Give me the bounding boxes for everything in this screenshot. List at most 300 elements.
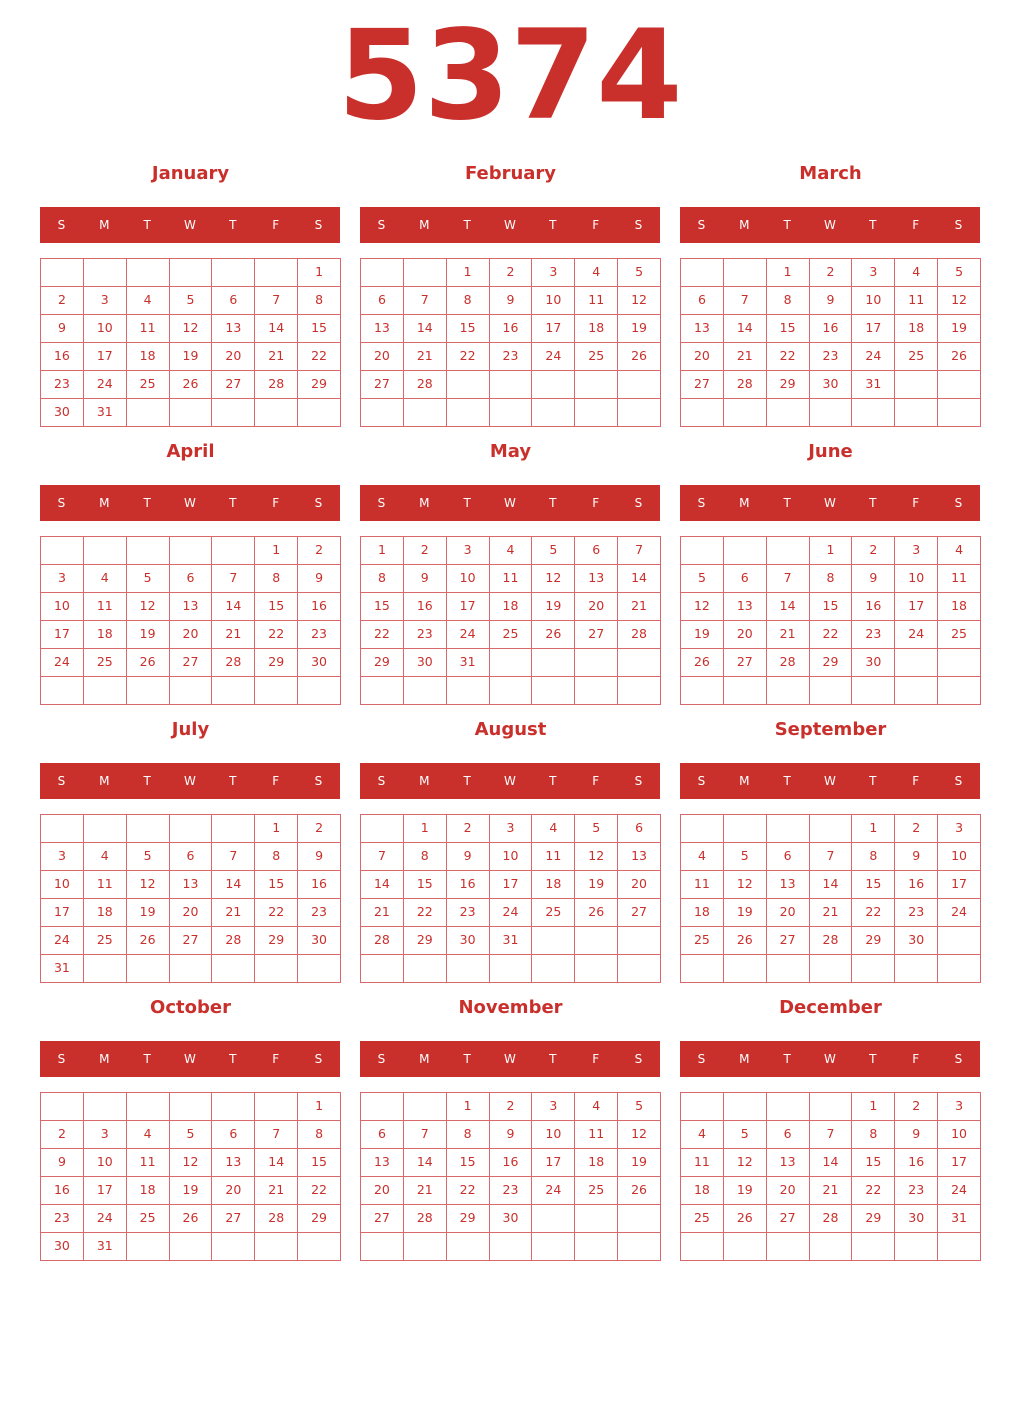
month-june — [680, 440, 981, 710]
weekday-label: S — [314, 218, 323, 232]
empty-day-cell — [680, 814, 724, 843]
day-cell: 22 — [766, 342, 810, 371]
day-cell: 17 — [83, 342, 127, 371]
weekday-label: M — [739, 1052, 750, 1066]
day-cell: 20 — [574, 592, 618, 621]
day-cell: 20 — [680, 342, 724, 371]
day-cell: 15 — [254, 870, 298, 899]
empty-day-cell — [360, 1232, 404, 1261]
day-cell: 4 — [126, 1120, 170, 1149]
day-cell: 15 — [446, 314, 490, 343]
day-cell: 24 — [531, 342, 575, 371]
day-cell: 2 — [489, 1092, 533, 1121]
weekday-label: T — [869, 774, 877, 788]
empty-day-cell — [211, 814, 255, 843]
day-cell: 23 — [40, 370, 84, 399]
empty-day-cell — [254, 676, 298, 705]
day-grid — [40, 258, 341, 427]
day-cell: 12 — [531, 564, 575, 593]
empty-day-cell — [403, 258, 447, 287]
day-cell: 6 — [360, 286, 404, 315]
day-cell: 2 — [809, 258, 853, 287]
day-cell: 18 — [531, 870, 575, 899]
month-january — [40, 162, 341, 432]
day-cell: 27 — [723, 648, 767, 677]
weekday-label: F — [592, 496, 600, 510]
day-cell: 25 — [937, 620, 981, 649]
day-cell: 3 — [489, 814, 533, 843]
day-cell: 9 — [851, 564, 895, 593]
day-cell: 16 — [40, 342, 84, 371]
weekday-label: S — [314, 774, 323, 788]
day-cell: 21 — [360, 898, 404, 927]
empty-day-cell — [531, 926, 575, 955]
day-cell: 30 — [489, 1204, 533, 1233]
day-cell: 21 — [254, 1176, 298, 1205]
weekday-label: S — [377, 218, 386, 232]
day-cell: 22 — [297, 342, 341, 371]
day-cell: 14 — [254, 1148, 298, 1177]
empty-day-cell — [403, 1092, 447, 1121]
day-cell: 26 — [680, 648, 724, 677]
day-cell: 22 — [809, 620, 853, 649]
day-cell: 15 — [297, 1148, 341, 1177]
day-cell: 30 — [894, 1204, 938, 1233]
month-november — [360, 996, 661, 1266]
day-cell: 31 — [446, 648, 490, 677]
day-cell: 11 — [126, 314, 170, 343]
day-cell: 11 — [894, 286, 938, 315]
day-cell: 3 — [40, 842, 84, 871]
day-cell: 20 — [766, 898, 810, 927]
day-cell: 10 — [531, 286, 575, 315]
day-cell: 3 — [446, 536, 490, 565]
day-cell: 5 — [126, 564, 170, 593]
day-cell: 1 — [446, 1092, 490, 1121]
empty-day-cell — [489, 370, 533, 399]
day-cell: 6 — [360, 1120, 404, 1149]
empty-day-cell — [297, 1232, 341, 1261]
empty-day-cell — [169, 1092, 213, 1121]
day-cell: 8 — [403, 842, 447, 871]
day-cell: 1 — [446, 258, 490, 287]
weekday-header — [360, 1041, 660, 1077]
day-cell: 12 — [169, 314, 213, 343]
day-cell: 31 — [83, 1232, 127, 1261]
weekday-label: M — [419, 496, 430, 510]
day-cell: 15 — [297, 314, 341, 343]
day-cell: 21 — [766, 620, 810, 649]
month-september — [680, 718, 981, 988]
year-title: 5374 — [337, 4, 683, 148]
day-cell: 3 — [894, 536, 938, 565]
weekday-header — [40, 1041, 340, 1077]
day-cell: 7 — [403, 286, 447, 315]
day-cell: 27 — [360, 1204, 404, 1233]
month-name: April — [166, 441, 215, 462]
empty-day-cell — [489, 648, 533, 677]
day-cell: 25 — [83, 648, 127, 677]
empty-day-cell — [723, 814, 767, 843]
month-name: December — [779, 997, 882, 1018]
day-cell: 19 — [680, 620, 724, 649]
empty-day-cell — [809, 676, 853, 705]
day-cell: 17 — [937, 870, 981, 899]
day-cell: 2 — [489, 258, 533, 287]
day-cell: 23 — [894, 1176, 938, 1205]
month-march — [680, 162, 981, 432]
empty-day-cell — [680, 398, 724, 427]
weekday-label: S — [954, 774, 963, 788]
day-cell: 28 — [617, 620, 661, 649]
day-cell: 1 — [360, 536, 404, 565]
day-cell: 5 — [723, 1120, 767, 1149]
weekday-label: F — [592, 774, 600, 788]
empty-day-cell — [851, 676, 895, 705]
day-cell: 1 — [403, 814, 447, 843]
empty-day-cell — [531, 676, 575, 705]
day-cell: 20 — [723, 620, 767, 649]
weekday-label: W — [824, 496, 836, 510]
day-cell: 17 — [40, 620, 84, 649]
empty-day-cell — [126, 814, 170, 843]
empty-day-cell — [574, 1232, 618, 1261]
day-cell: 28 — [211, 926, 255, 955]
empty-day-cell — [894, 676, 938, 705]
day-cell: 27 — [169, 648, 213, 677]
day-cell: 25 — [680, 926, 724, 955]
day-cell: 18 — [489, 592, 533, 621]
day-cell: 23 — [403, 620, 447, 649]
day-cell: 18 — [126, 342, 170, 371]
day-cell: 7 — [809, 842, 853, 871]
weekday-header — [680, 207, 980, 243]
day-cell: 6 — [680, 286, 724, 315]
weekday-label: S — [57, 496, 66, 510]
day-cell: 26 — [617, 1176, 661, 1205]
empty-day-cell — [211, 536, 255, 565]
day-cell: 3 — [83, 1120, 127, 1149]
empty-day-cell — [937, 926, 981, 955]
empty-day-cell — [169, 814, 213, 843]
day-cell: 9 — [40, 1148, 84, 1177]
empty-day-cell — [894, 370, 938, 399]
day-cell: 4 — [83, 564, 127, 593]
empty-day-cell — [766, 398, 810, 427]
day-cell: 11 — [680, 1148, 724, 1177]
day-cell: 28 — [723, 370, 767, 399]
day-cell: 21 — [403, 342, 447, 371]
day-cell: 28 — [254, 370, 298, 399]
weekday-label: W — [504, 774, 516, 788]
weekday-label: T — [783, 496, 791, 510]
day-cell: 18 — [126, 1176, 170, 1205]
day-cell: 5 — [169, 1120, 213, 1149]
day-grid — [360, 814, 661, 983]
day-cell: 28 — [254, 1204, 298, 1233]
day-cell: 19 — [126, 898, 170, 927]
day-cell: 9 — [446, 842, 490, 871]
day-cell: 9 — [40, 314, 84, 343]
day-cell: 29 — [360, 648, 404, 677]
empty-day-cell — [126, 676, 170, 705]
day-cell: 4 — [680, 842, 724, 871]
day-cell: 21 — [617, 592, 661, 621]
day-cell: 11 — [574, 286, 618, 315]
day-cell: 16 — [894, 1148, 938, 1177]
weekday-label: F — [272, 1052, 280, 1066]
weekday-label: W — [504, 1052, 516, 1066]
weekday-label: T — [463, 218, 471, 232]
day-cell: 27 — [680, 370, 724, 399]
empty-day-cell — [574, 954, 618, 983]
day-cell: 28 — [403, 1204, 447, 1233]
day-cell: 12 — [574, 842, 618, 871]
day-cell: 15 — [403, 870, 447, 899]
weekday-header — [40, 485, 340, 521]
day-cell: 24 — [851, 342, 895, 371]
day-cell: 22 — [446, 342, 490, 371]
empty-day-cell — [254, 398, 298, 427]
day-cell: 19 — [531, 592, 575, 621]
day-cell: 7 — [766, 564, 810, 593]
empty-day-cell — [723, 676, 767, 705]
empty-day-cell — [360, 398, 404, 427]
day-cell: 29 — [297, 370, 341, 399]
day-cell: 17 — [531, 314, 575, 343]
weekday-label: T — [229, 1052, 237, 1066]
weekday-label: T — [783, 218, 791, 232]
day-cell: 25 — [894, 342, 938, 371]
empty-day-cell — [403, 676, 447, 705]
day-cell: 21 — [723, 342, 767, 371]
weekday-label: F — [272, 496, 280, 510]
day-cell: 29 — [809, 648, 853, 677]
empty-day-cell — [83, 258, 127, 287]
day-cell: 26 — [937, 342, 981, 371]
day-cell: 3 — [531, 258, 575, 287]
day-cell: 22 — [360, 620, 404, 649]
empty-day-cell — [446, 676, 490, 705]
day-cell: 14 — [403, 314, 447, 343]
day-cell: 14 — [211, 592, 255, 621]
day-cell: 5 — [531, 536, 575, 565]
empty-day-cell — [851, 1232, 895, 1261]
day-cell: 13 — [574, 564, 618, 593]
day-cell: 17 — [489, 870, 533, 899]
day-cell: 5 — [574, 814, 618, 843]
day-cell: 6 — [169, 842, 213, 871]
empty-day-cell — [531, 648, 575, 677]
day-cell: 30 — [894, 926, 938, 955]
empty-day-cell — [446, 1232, 490, 1261]
empty-day-cell — [446, 398, 490, 427]
empty-day-cell — [211, 1232, 255, 1261]
weekday-header — [680, 485, 980, 521]
month-name: November — [458, 997, 563, 1018]
day-cell: 14 — [360, 870, 404, 899]
empty-day-cell — [211, 954, 255, 983]
day-cell: 14 — [766, 592, 810, 621]
day-cell: 23 — [40, 1204, 84, 1233]
day-cell: 15 — [360, 592, 404, 621]
day-cell: 5 — [680, 564, 724, 593]
weekday-label: F — [592, 1052, 600, 1066]
day-cell: 12 — [937, 286, 981, 315]
empty-day-cell — [126, 398, 170, 427]
empty-day-cell — [360, 814, 404, 843]
day-cell: 23 — [851, 620, 895, 649]
month-name: September — [774, 719, 887, 740]
weekday-label: M — [419, 774, 430, 788]
empty-day-cell — [937, 676, 981, 705]
weekday-label: M — [419, 218, 430, 232]
day-cell: 21 — [211, 620, 255, 649]
weekday-label: M — [99, 218, 110, 232]
day-cell: 6 — [617, 814, 661, 843]
empty-day-cell — [617, 370, 661, 399]
weekday-header — [40, 207, 340, 243]
day-cell: 22 — [403, 898, 447, 927]
day-cell: 27 — [211, 1204, 255, 1233]
day-cell: 13 — [617, 842, 661, 871]
day-cell: 23 — [894, 898, 938, 927]
day-cell: 4 — [937, 536, 981, 565]
weekday-label: S — [634, 496, 643, 510]
empty-day-cell — [894, 648, 938, 677]
day-cell: 16 — [809, 314, 853, 343]
weekday-label: T — [143, 774, 151, 788]
day-cell: 12 — [126, 870, 170, 899]
day-cell: 13 — [680, 314, 724, 343]
empty-day-cell — [680, 1092, 724, 1121]
day-cell: 26 — [126, 648, 170, 677]
day-cell: 2 — [297, 536, 341, 565]
empty-day-cell — [169, 398, 213, 427]
day-cell: 1 — [809, 536, 853, 565]
empty-day-cell — [766, 536, 810, 565]
day-cell: 13 — [169, 592, 213, 621]
day-cell: 28 — [403, 370, 447, 399]
day-grid — [360, 536, 661, 705]
day-cell: 5 — [126, 842, 170, 871]
weekday-label: W — [504, 218, 516, 232]
day-cell: 24 — [83, 370, 127, 399]
empty-day-cell — [40, 676, 84, 705]
empty-day-cell — [680, 676, 724, 705]
day-cell: 19 — [126, 620, 170, 649]
day-cell: 2 — [446, 814, 490, 843]
empty-day-cell — [126, 1232, 170, 1261]
day-cell: 8 — [851, 842, 895, 871]
day-cell: 29 — [254, 648, 298, 677]
day-cell: 1 — [851, 814, 895, 843]
day-cell: 9 — [809, 286, 853, 315]
empty-day-cell — [297, 954, 341, 983]
day-cell: 1 — [297, 1092, 341, 1121]
empty-day-cell — [169, 258, 213, 287]
day-cell: 23 — [297, 898, 341, 927]
day-cell: 7 — [211, 842, 255, 871]
empty-day-cell — [403, 954, 447, 983]
day-cell: 16 — [40, 1176, 84, 1205]
empty-day-cell — [360, 258, 404, 287]
day-cell: 29 — [403, 926, 447, 955]
day-cell: 8 — [254, 842, 298, 871]
day-cell: 16 — [403, 592, 447, 621]
empty-day-cell — [83, 676, 127, 705]
day-cell: 24 — [40, 926, 84, 955]
day-cell: 29 — [254, 926, 298, 955]
day-cell: 25 — [680, 1204, 724, 1233]
day-cell: 30 — [809, 370, 853, 399]
weekday-label: S — [57, 774, 66, 788]
empty-day-cell — [617, 398, 661, 427]
day-cell: 17 — [83, 1176, 127, 1205]
day-cell: 30 — [851, 648, 895, 677]
day-cell: 4 — [531, 814, 575, 843]
weekday-label: F — [912, 218, 920, 232]
day-grid — [680, 814, 981, 983]
month-name: March — [799, 163, 862, 184]
day-cell: 12 — [723, 1148, 767, 1177]
day-cell: 15 — [766, 314, 810, 343]
day-cell: 17 — [851, 314, 895, 343]
day-cell: 29 — [851, 1204, 895, 1233]
day-cell: 28 — [211, 648, 255, 677]
day-cell: 26 — [531, 620, 575, 649]
weekday-label: M — [419, 1052, 430, 1066]
day-cell: 18 — [894, 314, 938, 343]
day-cell: 7 — [617, 536, 661, 565]
empty-day-cell — [723, 1232, 767, 1261]
empty-day-cell — [40, 258, 84, 287]
day-cell: 31 — [83, 398, 127, 427]
day-cell: 3 — [83, 286, 127, 315]
day-cell: 4 — [894, 258, 938, 287]
day-cell: 25 — [489, 620, 533, 649]
empty-day-cell — [360, 954, 404, 983]
day-cell: 22 — [254, 898, 298, 927]
empty-day-cell — [254, 258, 298, 287]
day-cell: 6 — [169, 564, 213, 593]
day-cell: 14 — [211, 870, 255, 899]
empty-day-cell — [766, 814, 810, 843]
day-cell: 8 — [254, 564, 298, 593]
day-cell: 21 — [809, 1176, 853, 1205]
weekday-label: S — [314, 1052, 323, 1066]
day-cell: 1 — [254, 814, 298, 843]
day-cell: 18 — [574, 1148, 618, 1177]
empty-day-cell — [680, 258, 724, 287]
weekday-label: M — [99, 1052, 110, 1066]
day-cell: 4 — [489, 536, 533, 565]
day-cell: 12 — [617, 286, 661, 315]
day-cell: 21 — [809, 898, 853, 927]
day-cell: 2 — [297, 814, 341, 843]
empty-day-cell — [723, 398, 767, 427]
day-cell: 7 — [211, 564, 255, 593]
day-cell: 31 — [851, 370, 895, 399]
day-cell: 19 — [169, 1176, 213, 1205]
month-april — [40, 440, 341, 710]
day-cell: 20 — [211, 1176, 255, 1205]
day-cell: 22 — [446, 1176, 490, 1205]
day-cell: 3 — [531, 1092, 575, 1121]
weekday-header — [680, 1041, 980, 1077]
day-cell: 8 — [809, 564, 853, 593]
empty-day-cell — [446, 370, 490, 399]
